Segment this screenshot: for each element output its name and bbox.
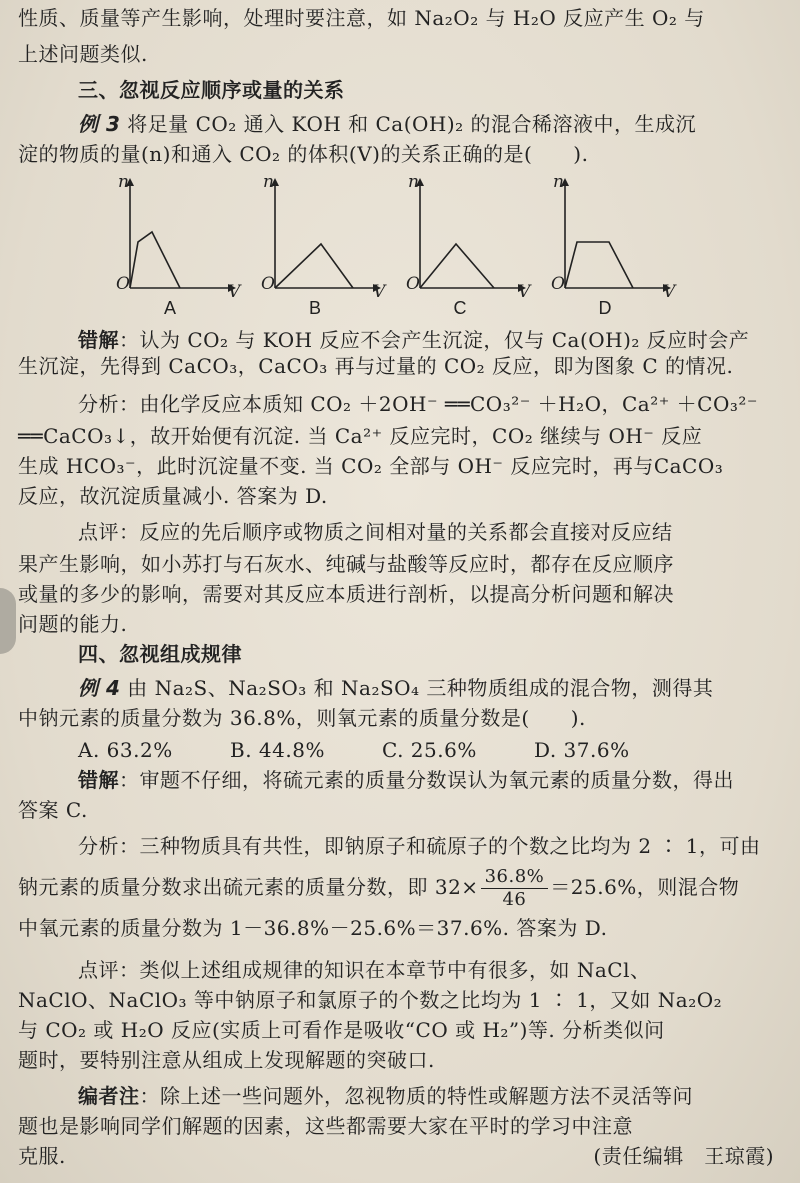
text-line: 果产生影响，如小苏打与石灰水、纯碱与盐酸等反应时，都存在反应顺序 [18,552,674,576]
text-line: 性质、质量等产生影响，处理时要注意，如 Na₂O₂ 与 H₂O 反应产生 O₂ 与 [18,6,705,30]
text-line: 生沉淀，先得到 CaCO₃，CaCO₃ 再与过量的 CO₂ 反应，即为图象 C 的情况. [18,354,734,378]
graph-c [390,170,530,325]
option-a: A. 63.2% [78,738,173,762]
text-line: 上述问题类似. [18,42,148,66]
wrong-answer-label: 错解 [78,328,119,352]
text-line: 淀的物质的量(n)和通入 CO₂ 的体积(V)的关系正确的是( ). [18,142,589,166]
fraction [481,866,549,911]
example-3-text: 将足量 CO₂ 通入 KOH 和 Ca(OH)₂ 的混合稀溶液中，生成沉 [127,112,697,136]
option-c: C. 25.6% [382,738,477,762]
example-4-text: 由 Na₂S、Na₂SO₃ 和 Na₂SO₄ 三种物质组成的混合物，测得其 [127,676,714,700]
text-line: 分析：三种物质具有共性，即钠原子和硫原子的个数之比均为 2 ∶ 1，可由 [78,834,761,858]
fraction-line [18,866,782,911]
fraction-numerator: 36.8% [481,866,549,889]
text-line: 点评：类似上述组成规律的知识在本章节中有很多，如 NaCl、 [78,958,651,982]
axis-n-label: n [553,172,564,192]
axis-v-label: V [373,282,386,302]
origin-label: O [116,274,130,294]
axis-v-label: V [518,282,531,302]
text-line: 生成 HCO₃⁻，此时沉淀量不变. 当 CO₂ 全部与 OH⁻ 反应完时，再与CaCO₃ [18,454,724,478]
text-line: 中氧元素的质量分数为 1－36.8%－25.6%＝37.6%. 答案为 D. [18,916,608,940]
wrong-answer-text: ：认为 CO₂ 与 KOH 反应不会产生沉淀，仅与 Ca(OH)₂ 反应时会产 [119,328,750,352]
wrong-answer-label: 错解 [78,768,119,792]
graph-label: C [453,298,467,318]
origin-label: O [551,274,565,294]
text-line: ══CaCO₃↓，故开始便有沉淀. 当 Ca²⁺ 反应完时，CO₂ 继续与 OH⁻ 反应 [18,424,703,448]
responsible-editor: (责任编辑 王琼霞) [593,1144,774,1168]
editor-note-label: 编者注 [78,1084,140,1108]
text-line: 题也是影响同学们解题的因素，这些都需要大家在平时的学习中注意 [18,1114,633,1138]
option-b: B. 44.8% [230,738,325,762]
text-line: 与 CO₂ 或 H₂O 反应(实质上可看作是吸收“CO 或 H₂”)等. 分析类似问 [18,1018,665,1042]
text-line: 分析：由化学反应本质知 CO₂ ＋2OH⁻ ══CO₃²⁻ ＋H₂O，Ca²⁺ ＋CO₃²⁻ [78,392,758,416]
answer-options [78,736,782,764]
section-heading-4: 四、忽视组成规律 [78,642,242,666]
text-line: 题时，要特别注意从组成上发现解题的突破口. [18,1048,435,1072]
answer-graphs [100,170,680,325]
editor-note-line [78,1082,782,1110]
example-4-label: 例 4 [78,676,121,700]
fraction-line-suffix: ＝25.6%，则混合物 [550,875,740,899]
axis-v-label: V [228,282,241,302]
text-line: 中钠元素的质量分数为 36.8%，则氧元素的质量分数是( ). [18,706,586,730]
wrong-answer-text: ：审题不仔细，将硫元素的质量分数误认为氧元素的质量分数，得出 [119,768,734,792]
example-3-label: 例 3 [78,112,121,136]
graph-label: B [308,298,321,318]
axis-n-label: n [263,172,274,192]
text-line: 或量的多少的影响，需要对其反应本质进行剖析，以提高分析问题和解决 [18,582,674,606]
text-line: NaClO、NaClO₃ 等中钠原子和氯原子的个数之比均为 1 ∶ 1，又如 Na₂O₂ [18,988,723,1012]
text-line: 克服. [18,1144,66,1168]
text-line: 反应，故沉淀质量减小. 答案为 D. [18,484,328,508]
option-d: D. 37.6% [534,738,630,762]
example-3-line [78,110,782,138]
origin-label: O [406,274,420,294]
fraction-denominator: 46 [502,889,527,910]
fraction-line-prefix: 钠元素的质量分数求出硫元素的质量分数，即 32× [18,875,479,899]
text-line: 点评：反应的先后顺序或物质之间相对量的关系都会直接对反应结 [78,520,673,544]
axis-n-label: n [408,172,419,192]
origin-label: O [261,274,275,294]
graph-a [100,170,240,325]
axis-n-label: n [118,172,129,192]
page-edge-tab [0,588,16,654]
text-line: 答案 C. [18,798,88,822]
editor-note-text: ：除上述一些问题外，忽视物质的特性或解题方法不灵活等问 [139,1084,693,1108]
graph-d [535,170,675,325]
wrong-answer-4-line [78,766,782,794]
graph-b [245,170,385,325]
axis-v-label: V [663,282,676,302]
section-heading-3: 三、忽视反应顺序或量的关系 [78,78,345,102]
text-line: 问题的能力. [18,612,128,636]
graph-label: D [598,298,612,318]
wrong-answer-3-line [78,326,782,354]
example-4-line [78,674,782,702]
graph-label: A [163,298,176,318]
